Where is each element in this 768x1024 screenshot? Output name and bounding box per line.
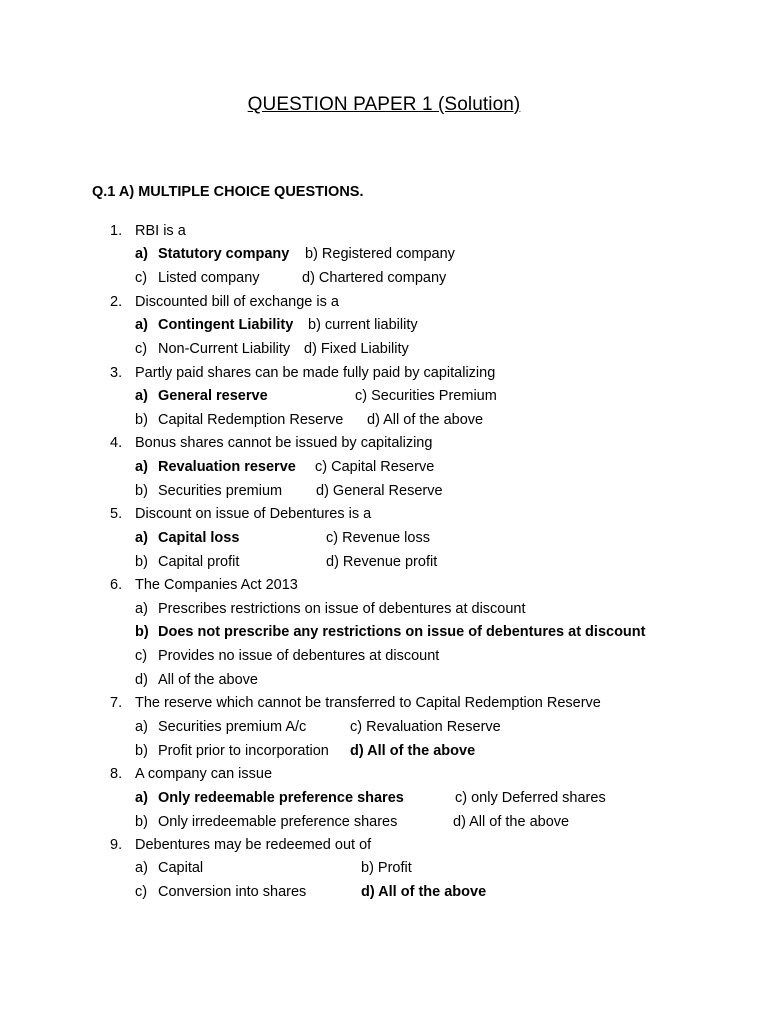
option: [135, 481, 282, 501]
option-text: All of the above: [158, 672, 258, 688]
option-label: c): [135, 648, 148, 664]
option-text: Listed company: [158, 270, 260, 286]
option-text: Capital Redemption Reserve: [158, 412, 344, 428]
option-text: Non-Current Liability: [158, 341, 291, 357]
option-correct: [135, 244, 289, 264]
option: d) All of the above: [367, 412, 484, 428]
option-label: a): [135, 388, 148, 404]
question-text: Discounted bill of exchange is a: [135, 294, 339, 310]
option: c) Capital Reserve: [315, 459, 435, 475]
option-text: Securities premium A/c: [158, 719, 307, 735]
question-text: Bonus shares cannot be issued by capitalizing: [135, 435, 433, 451]
option: b) Profit: [361, 860, 412, 876]
option-text: Capital loss: [158, 530, 240, 546]
option-correct: [135, 315, 293, 335]
option-label: b): [135, 483, 148, 499]
option-text: Conversion into shares: [158, 884, 307, 900]
option: c) Revaluation Reserve: [350, 719, 501, 735]
option: [135, 812, 397, 832]
question-number: 3.: [110, 365, 123, 381]
question-number: 1.: [110, 223, 123, 239]
option-label: b): [135, 554, 148, 570]
option-label: a): [135, 246, 148, 262]
question-text: RBI is a: [135, 223, 186, 239]
question-text: A company can issue: [135, 766, 273, 782]
option-text: Statutory company: [158, 246, 290, 262]
option-label: b): [135, 814, 148, 830]
option: [135, 858, 203, 878]
question-number: 8.: [110, 766, 123, 782]
option: [135, 741, 329, 761]
option-label: a): [135, 601, 148, 617]
option-text: Capital: [158, 860, 204, 876]
question-number: 7.: [110, 695, 123, 711]
option-label: b): [135, 624, 149, 640]
section-heading: Q.1 A) MULTIPLE CHOICE QUESTIONS.: [92, 184, 364, 200]
question-text: Debentures may be redeemed out of: [135, 837, 372, 853]
option: [135, 268, 260, 288]
option-label: a): [135, 317, 148, 333]
question-text: The reserve which cannot be transferred to Capital Redemption Reserve: [135, 695, 601, 711]
question-number: 2.: [110, 294, 123, 310]
option: [135, 882, 306, 902]
option: [135, 646, 439, 666]
question-number: 5.: [110, 506, 123, 522]
option: b) current liability: [308, 317, 418, 333]
option: [135, 717, 306, 737]
option-label: c): [135, 341, 148, 357]
option: c) Securities Premium: [355, 388, 497, 404]
option-text: Profit prior to incorporation: [158, 743, 329, 759]
option-text: Does not prescribe any restrictions on issue of debentures at discount: [158, 624, 646, 640]
option: b) Registered company: [305, 246, 455, 262]
question-number: 9.: [110, 837, 123, 853]
option-label: a): [135, 790, 148, 806]
option: d) General Reserve: [316, 483, 443, 499]
option-correct: [135, 386, 268, 406]
question-number: 6.: [110, 577, 123, 593]
option-text: Capital profit: [158, 554, 240, 570]
option-text: Contingent Liability: [158, 317, 294, 333]
option: [135, 670, 258, 690]
option: d) Revenue profit: [326, 554, 438, 570]
option-correct: [135, 622, 645, 642]
option-label: b): [135, 743, 148, 759]
option: c) only Deferred shares: [455, 790, 606, 806]
option: c) Revenue loss: [326, 530, 430, 546]
option-text: Prescribes restrictions on issue of debentures at discount: [158, 601, 526, 617]
question-text: The Companies Act 2013: [135, 577, 298, 593]
option-text: General reserve: [158, 388, 268, 404]
page-title: QUESTION PAPER 1 (Solution): [247, 94, 521, 115]
option: [135, 410, 343, 430]
option-text: Provides no issue of debentures at discount: [158, 648, 440, 664]
question-number: 4.: [110, 435, 123, 451]
option-label: d): [135, 672, 148, 688]
option: [135, 552, 239, 572]
option: d) All of the above: [453, 814, 570, 830]
option-correct: [135, 788, 404, 808]
option: d) Chartered company: [302, 270, 447, 286]
option-text: Revaluation reserve: [158, 459, 296, 475]
option: [135, 599, 526, 619]
option-text: Only redeemable preference shares: [158, 790, 404, 806]
option-correct: d) All of the above: [350, 743, 476, 759]
option-correct: d) All of the above: [361, 884, 487, 900]
option-label: c): [135, 270, 148, 286]
option: [135, 339, 290, 359]
option: d) Fixed Liability: [304, 341, 409, 357]
option-label: a): [135, 719, 148, 735]
question-text: Discount on issue of Debentures is a: [135, 506, 372, 522]
option-label: b): [135, 412, 148, 428]
option-label: c): [135, 884, 148, 900]
option-text: Only irredeemable preference shares: [158, 814, 398, 830]
option-correct: [135, 457, 296, 477]
question-text: Partly paid shares can be made fully paid by capitalizing: [135, 365, 496, 381]
option-label: a): [135, 530, 148, 546]
option-label: a): [135, 860, 148, 876]
option-label: a): [135, 459, 148, 475]
option-text: Securities premium: [158, 483, 283, 499]
option-correct: [135, 528, 239, 548]
